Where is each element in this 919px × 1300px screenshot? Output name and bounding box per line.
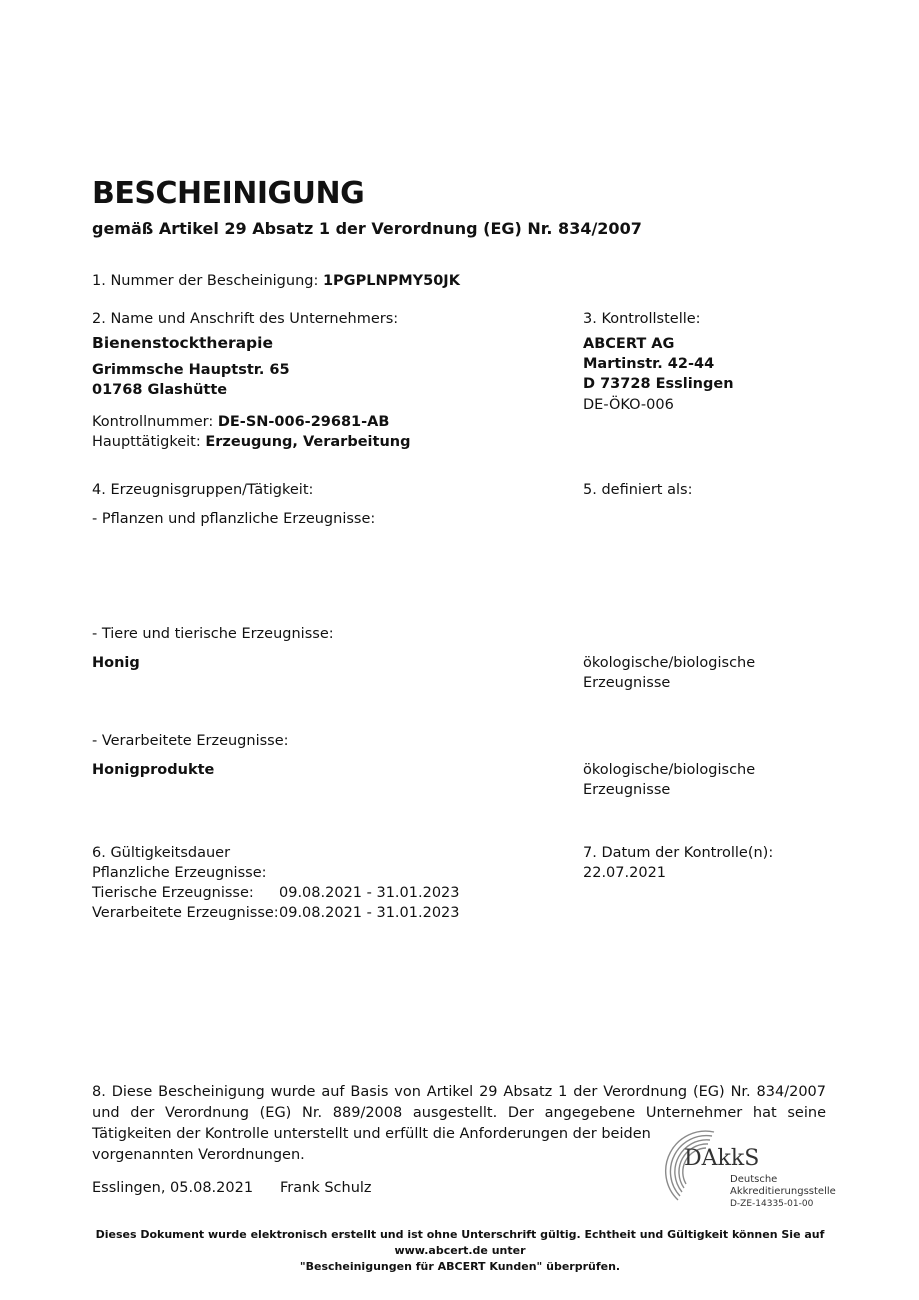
main-activity-value: Erzeugung, Verarbeitung: [205, 434, 411, 450]
statement-line4: vorgenannten Verordnungen.: [92, 1147, 305, 1163]
footer-line1: Dieses Dokument wurde elektronisch erstellt und ist ohne Unterschrift gültig. Echtheit und Gültigkeit können Sie auf www.abcert.de unter: [95, 1228, 825, 1257]
dakks-logo: [656, 1126, 836, 1210]
certificate-number-row: [92, 271, 460, 291]
animals-definition-line1: ökologische/biologische: [583, 655, 756, 671]
control-body-street: Martinstr. 42-44: [583, 356, 715, 372]
animals-definition-line2: Erzeugnisse: [583, 675, 671, 691]
dakks-logo-line2: Akkreditierungsstelle: [730, 1186, 836, 1197]
certificate-number-value: 1PGPLNPMY50JK: [322, 273, 460, 289]
validity-processed-value: 09.08.2021 - 31.01.2023: [279, 905, 460, 921]
animals-item: Honig: [92, 655, 140, 671]
operator-city: 01768 Glashütte: [92, 382, 228, 398]
control-number-row: [92, 412, 389, 432]
main-activity-row: [92, 432, 410, 452]
certificate-number-label: 1. Nummer der Bescheinigung:: [92, 273, 319, 289]
animals-label: - Tiere und tierische Erzeugnisse:: [92, 626, 334, 642]
validity-plants-label: Pflanzliche Erzeugnisse:: [92, 865, 267, 881]
dakks-logo-name: DAkkS: [684, 1146, 760, 1171]
control-body-code: DE-ÖKO-006: [583, 397, 674, 413]
inspection-date-value: 22.07.2021: [583, 865, 667, 881]
signature-name: Frank Schulz: [280, 1180, 372, 1196]
product-groups-label: 4. Erzeugnisgruppen/Tätigkeit:: [92, 482, 314, 498]
operator-label: 2. Name und Anschrift des Unternehmers:: [92, 311, 399, 327]
footer-note: [60, 1227, 860, 1275]
validity-animals-value: 09.08.2021 - 31.01.2023: [279, 885, 460, 901]
main-activity-label: Haupttätigkeit:: [92, 434, 201, 450]
signature-place-date: Esslingen, 05.08.2021: [92, 1180, 254, 1196]
validity-processed-label: Verarbeitete Erzeugnisse:: [92, 905, 279, 921]
dakks-logo-line3: D-ZE-14335-01-00: [730, 1199, 814, 1209]
validity-animals-row: [92, 883, 512, 903]
defined-as-label: 5. definiert als:: [583, 482, 693, 498]
validity-label: 6. Gültigkeitsdauer: [92, 845, 231, 861]
operator-street: Grimmsche Hauptstr. 65: [92, 362, 290, 378]
control-number-label: Kontrollnummer:: [92, 414, 214, 430]
plants-label: - Pflanzen und pflanzliche Erzeugnisse:: [92, 511, 376, 527]
validity-processed-row: [92, 903, 512, 923]
footer-line2: "Bescheinigungen für ABCERT Kunden" überprüfen.: [299, 1260, 621, 1273]
dakks-logo-line1: Deutsche: [730, 1174, 778, 1185]
statement-line3: Tätigkeiten der Kontrolle unterstellt und erfüllt die Anforderungen der beiden: [92, 1126, 651, 1142]
document-title: BESCHEINIGUNG: [92, 176, 365, 211]
processed-definition-line1: ökologische/biologische: [583, 762, 756, 778]
processed-label: - Verarbeitete Erzeugnisse:: [92, 733, 289, 749]
control-number-value: DE-SN-006-29681-AB: [217, 414, 390, 430]
document-subtitle: gemäß Artikel 29 Absatz 1 der Verordnung (EG) Nr. 834/2007: [92, 219, 642, 238]
operator-company: Bienenstocktherapie: [92, 334, 273, 352]
control-body-city: D 73728 Esslingen: [583, 376, 734, 392]
validity-animals-label: Tierische Erzeugnisse:: [92, 885, 254, 901]
control-body-name: ABCERT AG: [583, 336, 675, 352]
statement-paragraph: 8. Diese Bescheinigung wurde auf Basis von Artikel 29 Absatz 1 der Verordnung (EG) Nr. 834/2007 und der Verordnung (EG) Nr. 889/2008 ausgestellt. Der angegebene Unternehmer hat seine: [92, 1084, 826, 1121]
control-body-label: 3. Kontrollstelle:: [583, 311, 701, 327]
processed-definition-line2: Erzeugnisse: [583, 782, 671, 798]
inspection-date-label: 7. Datum der Kontrolle(n):: [583, 845, 774, 861]
processed-item: Honigprodukte: [92, 762, 215, 778]
